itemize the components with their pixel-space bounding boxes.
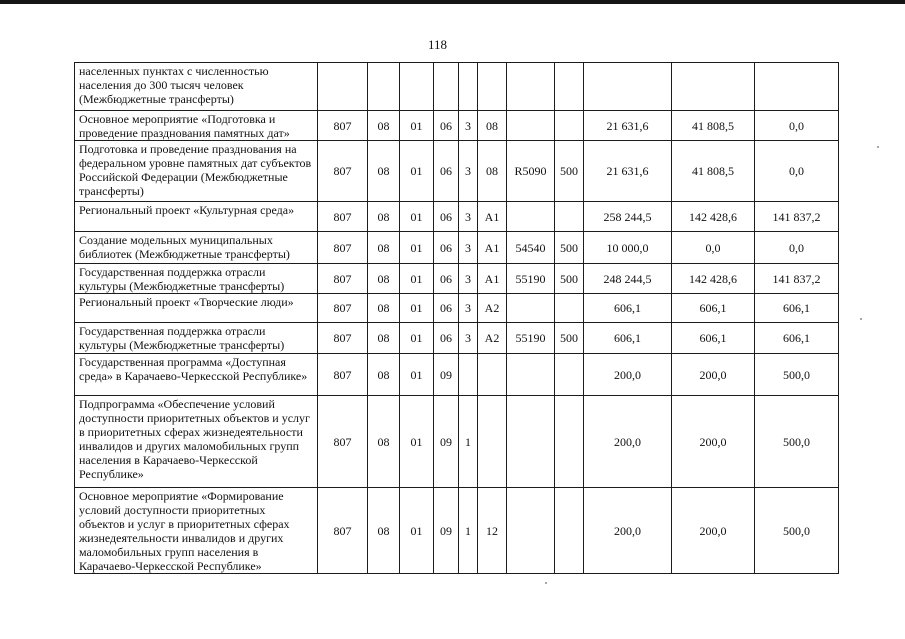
amount-year3-cell: 141 837,2	[755, 264, 839, 294]
program-code-cell: 09	[434, 488, 459, 574]
event-code-cell	[478, 354, 507, 396]
amount-year2-cell: 200,0	[672, 354, 755, 396]
amount-year1-cell: 248 244,5	[584, 264, 672, 294]
program-code-cell: 06	[434, 323, 459, 354]
amount-year3-cell: 0,0	[755, 111, 839, 141]
subsection-code-cell: 01	[400, 264, 434, 294]
subsection-code-cell: 01	[400, 111, 434, 141]
program-code-cell: 06	[434, 294, 459, 323]
expense-type-cell	[555, 488, 584, 574]
row-name-cell: Государственная программа «Доступная среда» в Карачаево-Черкесской Республике»	[75, 354, 318, 396]
amount-year2-cell: 606,1	[672, 294, 755, 323]
admin-code-cell: 807	[318, 354, 368, 396]
amount-year1-cell: 10 000,0	[584, 232, 672, 264]
event-code-cell: A1	[478, 264, 507, 294]
direction-code-cell	[507, 488, 555, 574]
subprogram-code-cell: 1	[459, 488, 478, 574]
amount-year1-cell: 21 631,6	[584, 141, 672, 202]
event-code-cell: A1	[478, 202, 507, 232]
amount-year1-cell: 606,1	[584, 294, 672, 323]
section-code-cell: 08	[368, 264, 400, 294]
subsection-code-cell: 01	[400, 294, 434, 323]
amount-year2-cell: 200,0	[672, 396, 755, 488]
program-code-cell	[434, 63, 459, 111]
table-body	[75, 63, 839, 574]
row-name-cell: Государственная поддержка отрасли культуры (Межбюджетные трансферты)	[75, 323, 318, 354]
direction-code-cell: R5090	[507, 141, 555, 202]
admin-code-cell: 807	[318, 202, 368, 232]
amount-year3-cell	[755, 63, 839, 111]
subprogram-code-cell: 3	[459, 323, 478, 354]
subsection-code-cell: 01	[400, 232, 434, 264]
amount-year2-cell: 41 808,5	[672, 141, 755, 202]
admin-code-cell: 807	[318, 141, 368, 202]
direction-code-cell: 54540	[507, 232, 555, 264]
amount-year3-cell: 500,0	[755, 396, 839, 488]
admin-code-cell: 807	[318, 111, 368, 141]
section-code-cell: 08	[368, 111, 400, 141]
amount-year3-cell: 0,0	[755, 141, 839, 202]
table-row	[75, 202, 839, 232]
amount-year3-cell: 500,0	[755, 488, 839, 574]
table-row	[75, 141, 839, 202]
event-code-cell: A2	[478, 323, 507, 354]
row-name-cell: Региональный проект «Культурная среда»	[75, 202, 318, 232]
direction-code-cell	[507, 202, 555, 232]
table-row	[75, 232, 839, 264]
amount-year1-cell	[584, 63, 672, 111]
event-code-cell: A2	[478, 294, 507, 323]
subprogram-code-cell: 3	[459, 294, 478, 323]
direction-code-cell	[507, 354, 555, 396]
event-code-cell: 12	[478, 488, 507, 574]
subprogram-code-cell	[459, 63, 478, 111]
amount-year2-cell: 142 428,6	[672, 202, 755, 232]
amount-year1-cell: 258 244,5	[584, 202, 672, 232]
row-name-cell: Подготовка и проведение празднования на федеральном уровне памятных дат субъектов Российской Федерации (Межбюджетные трансферты)	[75, 141, 318, 202]
subsection-code-cell	[400, 63, 434, 111]
event-code-cell: A1	[478, 232, 507, 264]
section-code-cell: 08	[368, 202, 400, 232]
program-code-cell: 06	[434, 232, 459, 264]
section-code-cell: 08	[368, 232, 400, 264]
direction-code-cell	[507, 294, 555, 323]
subprogram-code-cell: 3	[459, 111, 478, 141]
table-row	[75, 63, 839, 111]
expense-type-cell	[555, 354, 584, 396]
row-name-cell: Создание модельных муниципальных библиотек (Межбюджетные трансферты)	[75, 232, 318, 264]
admin-code-cell	[318, 63, 368, 111]
event-code-cell: 08	[478, 111, 507, 141]
scan-speck	[860, 318, 862, 320]
scan-speck	[545, 582, 547, 584]
section-code-cell: 08	[368, 354, 400, 396]
amount-year3-cell: 0,0	[755, 232, 839, 264]
expense-type-cell	[555, 111, 584, 141]
amount-year2-cell: 142 428,6	[672, 264, 755, 294]
subsection-code-cell: 01	[400, 488, 434, 574]
expense-type-cell: 500	[555, 141, 584, 202]
section-code-cell: 08	[368, 488, 400, 574]
scan-speck	[877, 146, 879, 148]
amount-year3-cell: 141 837,2	[755, 202, 839, 232]
admin-code-cell: 807	[318, 396, 368, 488]
subprogram-code-cell: 3	[459, 264, 478, 294]
event-code-cell: 08	[478, 141, 507, 202]
subsection-code-cell: 01	[400, 354, 434, 396]
expense-type-cell: 500	[555, 323, 584, 354]
table-row	[75, 488, 839, 574]
table-row	[75, 354, 839, 396]
scan-top-border	[0, 0, 905, 4]
direction-code-cell	[507, 63, 555, 111]
amount-year2-cell: 0,0	[672, 232, 755, 264]
table-row	[75, 294, 839, 323]
row-name-cell: Региональный проект «Творческие люди»	[75, 294, 318, 323]
table-row	[75, 111, 839, 141]
table-row	[75, 396, 839, 488]
amount-year1-cell: 21 631,6	[584, 111, 672, 141]
subprogram-code-cell: 3	[459, 202, 478, 232]
direction-code-cell	[507, 396, 555, 488]
amount-year2-cell: 606,1	[672, 323, 755, 354]
section-code-cell: 08	[368, 141, 400, 202]
section-code-cell	[368, 63, 400, 111]
direction-code-cell: 55190	[507, 264, 555, 294]
expense-type-cell	[555, 202, 584, 232]
section-code-cell: 08	[368, 323, 400, 354]
expense-type-cell: 500	[555, 232, 584, 264]
direction-code-cell: 55190	[507, 323, 555, 354]
table-row	[75, 323, 839, 354]
program-code-cell: 09	[434, 396, 459, 488]
page-number: 118	[427, 37, 448, 52]
amount-year3-cell: 500,0	[755, 354, 839, 396]
amount-year2-cell: 41 808,5	[672, 111, 755, 141]
program-code-cell: 06	[434, 111, 459, 141]
row-name-cell: Основное мероприятие «Формирование условий доступности приоритетных объектов и услуг в приоритетных сферах жизнедеятельности инвалидов и других маломобильных групп населения в Карачаево-Черкесской Республике»	[75, 488, 318, 574]
subsection-code-cell: 01	[400, 323, 434, 354]
table-row	[75, 264, 839, 294]
amount-year2-cell: 200,0	[672, 488, 755, 574]
section-code-cell: 08	[368, 294, 400, 323]
subprogram-code-cell: 3	[459, 232, 478, 264]
expense-type-cell	[555, 396, 584, 488]
program-code-cell: 06	[434, 264, 459, 294]
program-code-cell: 09	[434, 354, 459, 396]
event-code-cell	[478, 63, 507, 111]
admin-code-cell: 807	[318, 488, 368, 574]
program-code-cell: 06	[434, 141, 459, 202]
row-name-cell: населенных пунктах с численностью населения до 300 тысяч человек (Межбюджетные трансферты)	[75, 63, 318, 111]
expense-type-cell	[555, 63, 584, 111]
subprogram-code-cell: 3	[459, 141, 478, 202]
expense-type-cell	[555, 294, 584, 323]
expense-type-cell: 500	[555, 264, 584, 294]
row-name-cell: Государственная поддержка отрасли культуры (Межбюджетные трансферты)	[75, 264, 318, 294]
amount-year3-cell: 606,1	[755, 323, 839, 354]
row-name-cell: Подпрограмма «Обеспечение условий доступности приоритетных объектов и услуг в приоритетных сферах жизнедеятельности инвалидов и других маломобильных групп населения в Карачаево-Черкесской Республике»	[75, 396, 318, 488]
amount-year1-cell: 200,0	[584, 488, 672, 574]
program-code-cell: 06	[434, 202, 459, 232]
event-code-cell	[478, 396, 507, 488]
amount-year1-cell: 200,0	[584, 396, 672, 488]
amount-year3-cell: 606,1	[755, 294, 839, 323]
budget-table	[74, 62, 839, 574]
admin-code-cell: 807	[318, 323, 368, 354]
subprogram-code-cell	[459, 354, 478, 396]
admin-code-cell: 807	[318, 232, 368, 264]
direction-code-cell	[507, 111, 555, 141]
subsection-code-cell: 01	[400, 141, 434, 202]
amount-year1-cell: 200,0	[584, 354, 672, 396]
section-code-cell: 08	[368, 396, 400, 488]
admin-code-cell: 807	[318, 294, 368, 323]
subsection-code-cell: 01	[400, 396, 434, 488]
amount-year2-cell	[672, 63, 755, 111]
subsection-code-cell: 01	[400, 202, 434, 232]
subprogram-code-cell: 1	[459, 396, 478, 488]
admin-code-cell: 807	[318, 264, 368, 294]
amount-year1-cell: 606,1	[584, 323, 672, 354]
row-name-cell: Основное мероприятие «Подготовка и проведение празднования памятных дат»	[75, 111, 318, 141]
